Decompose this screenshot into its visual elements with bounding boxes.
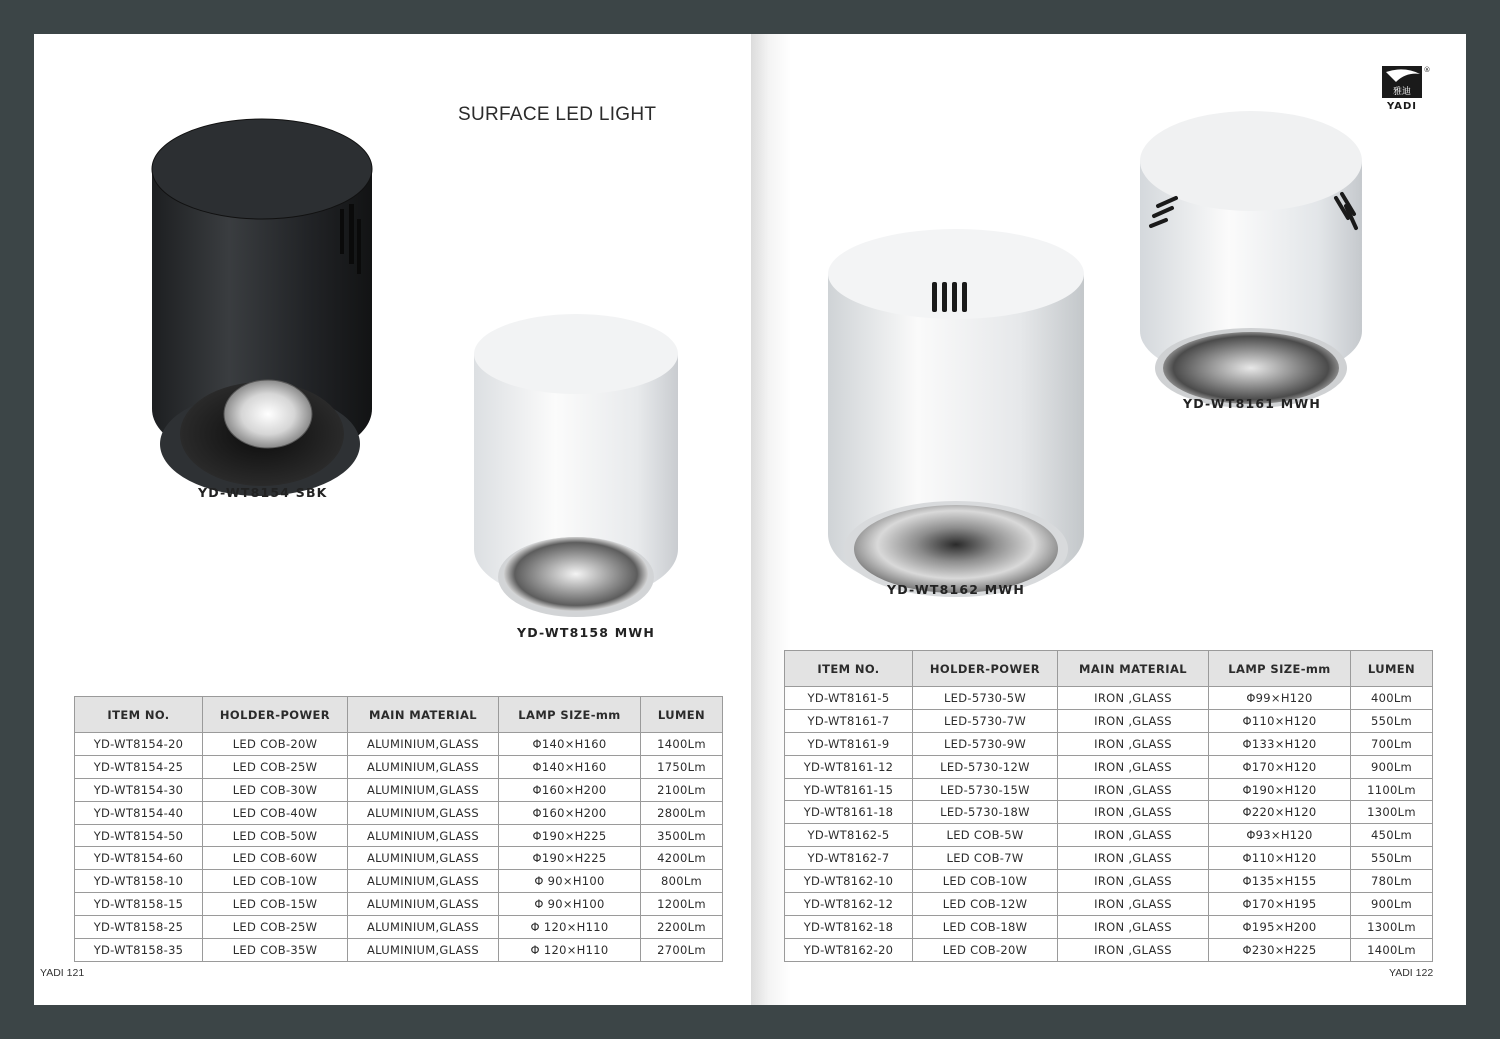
product-image-wt8161	[1136, 106, 1366, 416]
cell-main-material: IRON ,GLASS	[1058, 732, 1209, 755]
cell-main-material: IRON ,GLASS	[1058, 778, 1209, 801]
cell-lumen: 1200Lm	[641, 893, 723, 916]
cell-holder-power: LED COB-25W	[203, 916, 348, 939]
cell-item-no: YD-WT8162-7	[785, 847, 913, 870]
cell-lamp-size: Φ140×H160	[499, 755, 641, 778]
cell-lamp-size: Φ195×H200	[1209, 915, 1351, 938]
table-row	[785, 755, 1433, 778]
table-row	[75, 778, 723, 801]
product-image-wt8154	[144, 109, 384, 509]
table-row	[785, 687, 1433, 710]
svg-text:雅迪: 雅迪	[1392, 87, 1412, 97]
cell-holder-power: LED COB-10W	[203, 870, 348, 893]
cell-lumen: 450Lm	[1351, 824, 1433, 847]
cell-main-material: ALUMINIUM,GLASS	[348, 801, 499, 824]
cell-lumen: 780Lm	[1351, 870, 1433, 893]
cell-item-no: YD-WT8161-5	[785, 687, 913, 710]
cell-holder-power: LED-5730-5W	[913, 687, 1058, 710]
cell-lamp-size: Φ170×H120	[1209, 755, 1351, 778]
cell-main-material: ALUMINIUM,GLASS	[348, 847, 499, 870]
cell-holder-power: LED COB-15W	[203, 893, 348, 916]
left-page	[34, 34, 751, 1005]
product-caption-wt8162: YD-WT8162 MWH	[887, 582, 1026, 597]
cell-main-material: IRON ,GLASS	[1058, 801, 1209, 824]
col-header-holder-power: HOLDER-POWER	[913, 651, 1058, 687]
cell-lamp-size: Φ190×H225	[499, 824, 641, 847]
cell-lamp-size: Φ230×H225	[1209, 938, 1351, 961]
col-header-holder-power: HOLDER-POWER	[203, 697, 348, 733]
cell-lamp-size: Φ190×H120	[1209, 778, 1351, 801]
cell-holder-power: LED COB-25W	[203, 755, 348, 778]
table-row	[785, 870, 1433, 893]
table-row	[75, 893, 723, 916]
cell-holder-power: LED-5730-15W	[913, 778, 1058, 801]
col-header-main-material: MAIN MATERIAL	[1058, 651, 1209, 687]
cell-main-material: IRON ,GLASS	[1058, 915, 1209, 938]
cell-item-no: YD-WT8161-9	[785, 732, 913, 755]
cell-lamp-size: Φ 120×H110	[499, 939, 641, 962]
cell-lumen: 1400Lm	[641, 733, 723, 756]
cell-holder-power: LED COB-7W	[913, 847, 1058, 870]
col-header-lumen: LUMEN	[641, 697, 723, 733]
page-title: SURFACE LED LIGHT	[458, 104, 657, 125]
table-row	[75, 847, 723, 870]
cell-main-material: IRON ,GLASS	[1058, 870, 1209, 893]
product-caption-wt8161: YD-WT8161 MWH	[1183, 396, 1322, 411]
cell-holder-power: LED COB-5W	[913, 824, 1058, 847]
cell-holder-power: LED-5730-12W	[913, 755, 1058, 778]
table-row	[785, 938, 1433, 961]
page-number-left: YADI 121	[40, 967, 85, 979]
cell-item-no: YD-WT8161-15	[785, 778, 913, 801]
col-header-lamp-size: LAMP SIZE-mm	[499, 697, 641, 733]
cell-item-no: YD-WT8162-12	[785, 893, 913, 916]
cell-item-no: YD-WT8158-25	[75, 916, 203, 939]
table-row	[75, 801, 723, 824]
col-header-item-no: ITEM NO.	[785, 651, 913, 687]
cell-main-material: IRON ,GLASS	[1058, 824, 1209, 847]
spec-table-left	[74, 696, 723, 962]
spec-table-right	[784, 650, 1433, 962]
cell-main-material: IRON ,GLASS	[1058, 938, 1209, 961]
cell-holder-power: LED COB-18W	[913, 915, 1058, 938]
cell-main-material: IRON ,GLASS	[1058, 893, 1209, 916]
cell-holder-power: LED-5730-18W	[913, 801, 1058, 824]
table-row	[75, 916, 723, 939]
cell-item-no: YD-WT8162-20	[785, 938, 913, 961]
table-row	[75, 733, 723, 756]
cell-main-material: IRON ,GLASS	[1058, 709, 1209, 732]
cell-lamp-size: Φ160×H200	[499, 778, 641, 801]
cell-lamp-size: Φ99×H120	[1209, 687, 1351, 710]
cell-lumen: 4200Lm	[641, 847, 723, 870]
cell-lumen: 3500Lm	[641, 824, 723, 847]
cell-lumen: 1300Lm	[1351, 915, 1433, 938]
cell-main-material: ALUMINIUM,GLASS	[348, 755, 499, 778]
cell-lamp-size: Φ160×H200	[499, 801, 641, 824]
cell-lamp-size: Φ133×H120	[1209, 732, 1351, 755]
cell-main-material: ALUMINIUM,GLASS	[348, 870, 499, 893]
cell-holder-power: LED COB-20W	[913, 938, 1058, 961]
cell-item-no: YD-WT8158-15	[75, 893, 203, 916]
cell-lamp-size: Φ170×H195	[1209, 893, 1351, 916]
product-image-wt8158	[469, 309, 679, 629]
cell-lumen: 900Lm	[1351, 893, 1433, 916]
table-row	[75, 870, 723, 893]
cell-lumen: 800Lm	[641, 870, 723, 893]
cell-lamp-size: Φ 90×H100	[499, 893, 641, 916]
cell-lumen: 550Lm	[1351, 847, 1433, 870]
right-page	[751, 34, 1466, 1005]
table-row	[75, 755, 723, 778]
svg-text:YADI: YADI	[1386, 101, 1418, 112]
cell-item-no: YD-WT8161-7	[785, 709, 913, 732]
cell-item-no: YD-WT8154-40	[75, 801, 203, 824]
cell-lamp-size: Φ190×H225	[499, 847, 641, 870]
cell-item-no: YD-WT8158-10	[75, 870, 203, 893]
cell-main-material: IRON ,GLASS	[1058, 687, 1209, 710]
cell-holder-power: LED COB-50W	[203, 824, 348, 847]
cell-lumen: 1300Lm	[1351, 801, 1433, 824]
table-row	[785, 778, 1433, 801]
cell-item-no: YD-WT8154-20	[75, 733, 203, 756]
cell-lumen: 1100Lm	[1351, 778, 1433, 801]
cell-lumen: 550Lm	[1351, 709, 1433, 732]
cell-holder-power: LED-5730-9W	[913, 732, 1058, 755]
col-header-lumen: LUMEN	[1351, 651, 1433, 687]
cell-lamp-size: Φ220×H120	[1209, 801, 1351, 824]
col-header-item-no: ITEM NO.	[75, 697, 203, 733]
cell-holder-power: LED COB-35W	[203, 939, 348, 962]
product-caption-wt8154: YD-WT8154 SBK	[198, 485, 328, 500]
cell-lumen: 2800Lm	[641, 801, 723, 824]
table-row	[785, 847, 1433, 870]
cell-holder-power: LED COB-20W	[203, 733, 348, 756]
cell-lumen: 900Lm	[1351, 755, 1433, 778]
cell-holder-power: LED COB-10W	[913, 870, 1058, 893]
cell-holder-power: LED-5730-7W	[913, 709, 1058, 732]
cell-lamp-size: Φ93×H120	[1209, 824, 1351, 847]
cell-main-material: ALUMINIUM,GLASS	[348, 733, 499, 756]
table-row	[785, 893, 1433, 916]
product-caption-wt8158: YD-WT8158 MWH	[517, 625, 656, 640]
cell-holder-power: LED COB-60W	[203, 847, 348, 870]
cell-item-no: YD-WT8154-50	[75, 824, 203, 847]
cell-holder-power: LED COB-12W	[913, 893, 1058, 916]
table-row	[785, 824, 1433, 847]
cell-lamp-size: Φ140×H160	[499, 733, 641, 756]
cell-lumen: 2100Lm	[641, 778, 723, 801]
cell-item-no: YD-WT8154-30	[75, 778, 203, 801]
col-header-lamp-size: LAMP SIZE-mm	[1209, 651, 1351, 687]
col-header-main-material: MAIN MATERIAL	[348, 697, 499, 733]
page-number-right: YADI 122	[1389, 967, 1434, 979]
cell-item-no: YD-WT8161-12	[785, 755, 913, 778]
product-image-wt8162	[826, 214, 1086, 604]
svg-text:®: ®	[1423, 66, 1430, 74]
cell-lumen: 2200Lm	[641, 916, 723, 939]
cell-lamp-size: Φ 120×H110	[499, 916, 641, 939]
cell-lamp-size: Φ110×H120	[1209, 847, 1351, 870]
cell-lumen: 700Lm	[1351, 732, 1433, 755]
yadi-logo-icon	[1382, 64, 1430, 114]
yadi-logo	[1382, 64, 1430, 114]
cell-lumen: 1750Lm	[641, 755, 723, 778]
table-row	[785, 709, 1433, 732]
cell-item-no: YD-WT8162-18	[785, 915, 913, 938]
table-row	[785, 732, 1433, 755]
cell-item-no: YD-WT8154-25	[75, 755, 203, 778]
cell-lamp-size: Φ 90×H100	[499, 870, 641, 893]
table-row	[75, 824, 723, 847]
cell-main-material: ALUMINIUM,GLASS	[348, 939, 499, 962]
table-row	[75, 939, 723, 962]
cell-lamp-size: Φ135×H155	[1209, 870, 1351, 893]
cell-main-material: ALUMINIUM,GLASS	[348, 778, 499, 801]
cell-lamp-size: Φ110×H120	[1209, 709, 1351, 732]
cell-lumen: 400Lm	[1351, 687, 1433, 710]
cell-holder-power: LED COB-40W	[203, 801, 348, 824]
cell-lumen: 2700Lm	[641, 939, 723, 962]
cell-main-material: IRON ,GLASS	[1058, 755, 1209, 778]
cell-main-material: ALUMINIUM,GLASS	[348, 824, 499, 847]
table-row	[785, 915, 1433, 938]
cell-main-material: ALUMINIUM,GLASS	[348, 916, 499, 939]
cell-item-no: YD-WT8158-35	[75, 939, 203, 962]
cell-item-no: YD-WT8161-18	[785, 801, 913, 824]
cell-main-material: IRON ,GLASS	[1058, 847, 1209, 870]
cell-item-no: YD-WT8162-10	[785, 870, 913, 893]
cell-holder-power: LED COB-30W	[203, 778, 348, 801]
table-row	[785, 801, 1433, 824]
cell-main-material: ALUMINIUM,GLASS	[348, 893, 499, 916]
cell-item-no: YD-WT8162-5	[785, 824, 913, 847]
cell-lumen: 1400Lm	[1351, 938, 1433, 961]
cell-item-no: YD-WT8154-60	[75, 847, 203, 870]
